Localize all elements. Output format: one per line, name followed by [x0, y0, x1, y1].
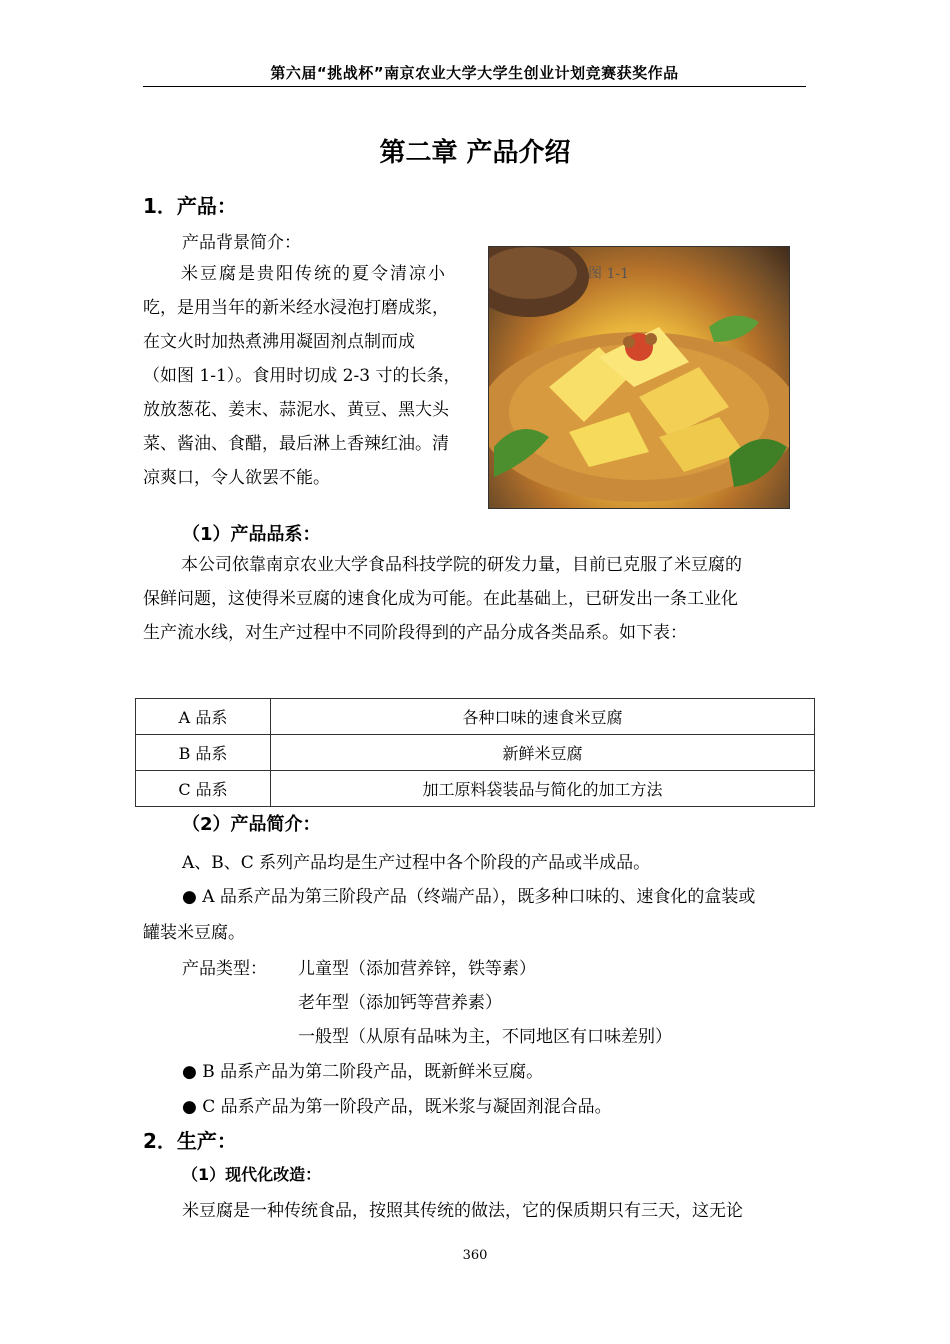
product-types-label: 产品类型： [182, 959, 267, 979]
product-series-table [135, 698, 815, 807]
intro-line: 吃，是用当年的新米经水浸泡打磨成浆， [143, 298, 449, 318]
bullet-a: ● A 品系产品为第三阶段产品（终端产品），既多种口味的、速食化的盒装或 [182, 887, 756, 907]
product-type-item: 一般型（从原有品味为主，不同地区有口味差别） [298, 1027, 672, 1047]
intro-line: 放放葱花、姜末、蒜泥水、黄豆、黑大头 [143, 400, 449, 420]
product-brief-heading: （2）产品简介： [182, 814, 321, 835]
figure-caption: 图 1-1 [588, 266, 629, 282]
series-line: 本公司依靠南京农业大学食品科技学院的研发力量，目前已克服了米豆腐的 [181, 555, 742, 575]
intro-line: （如图 1-1）。食用时切成 2-3 寸的长条， [143, 366, 461, 386]
series-cell: B 品系 [136, 735, 271, 771]
page-number: 360 [462, 1248, 488, 1263]
intro-line: 在文火时加热煮沸用凝固剂点制而成 [143, 332, 415, 352]
section1-heading: 1．产品： [143, 194, 237, 218]
intro-line: 菜、酱油、食醋，最后淋上香辣红油。清 [143, 434, 449, 454]
description-cell: 加工原料袋装品与简化的加工方法 [271, 771, 815, 807]
chapter-title: 第二章 产品介绍 [379, 138, 571, 168]
series-line: 生产流水线，对生产过程中不同阶段得到的产品分成各类品系。如下表： [143, 623, 687, 643]
description-cell: 各种口味的速食米豆腐 [271, 699, 815, 735]
brief-intro: A、B、C 系列产品均是生产过程中各个阶段的产品或半成品。 [182, 853, 651, 873]
header-rule [143, 86, 806, 87]
product-type-item: 老年型（添加钙等营养素） [298, 993, 502, 1013]
series-paragraph [143, 548, 815, 650]
rice-tofu-photo [488, 246, 790, 509]
running-header: 第六届“挑战杯”南京农业大学大学生创业计划竞赛获奖作品 [270, 64, 679, 82]
intro-paragraph [143, 257, 488, 495]
product-type-item: 儿童型（添加营养锌，铁等素） [298, 959, 536, 979]
background-label: 产品背景简介： [182, 233, 301, 253]
bullet-a-continued: 罐装米豆腐。 [143, 923, 245, 943]
series-cell: A 品系 [136, 699, 271, 735]
modernization-heading: （1）现代化改造： [182, 1165, 322, 1184]
bullet-c: ● C 品系产品为第一阶段产品，既米浆与凝固剂混合品。 [182, 1097, 612, 1117]
intro-line: 凉爽口，令人欲罢不能。 [143, 468, 330, 488]
series-line: 保鲜问题，这使得米豆腐的速食化成为可能。在此基础上，已研发出一条工业化 [143, 589, 738, 609]
table-row [136, 735, 815, 771]
table-row [136, 699, 815, 735]
description-cell: 新鲜米豆腐 [271, 735, 815, 771]
food-illustration [489, 247, 789, 508]
section2-heading: 2．生产： [143, 1129, 237, 1153]
product-series-heading: （1）产品品系： [182, 524, 321, 545]
table-row [136, 771, 815, 807]
intro-line: 米豆腐是贵阳传统的夏令清凉小 [181, 264, 447, 284]
production-text: 米豆腐是一种传统食品，按照其传统的做法，它的保质期只有三天，这无论 [182, 1201, 743, 1221]
series-cell: C 品系 [136, 771, 271, 807]
bullet-b: ● B 品系产品为第二阶段产品，既新鲜米豆腐。 [182, 1062, 544, 1082]
